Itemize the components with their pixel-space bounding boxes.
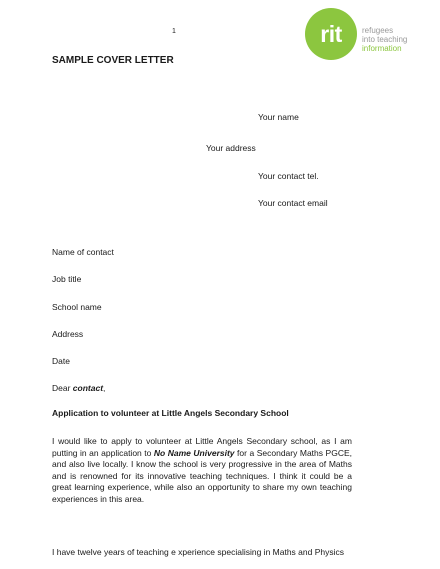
sender-email: Your contact email <box>258 198 328 208</box>
letter-date: Date <box>52 356 70 366</box>
paragraph-1-part2: for a Secondary Maths PGCE, and also live locally. I know the school is very progressive in the area of Maths and is renowned for its innovative teaching techniques. I think it could be a great learning experience, while also an opportunity to share my own teaching experiences in this area. <box>52 447 352 504</box>
logo-line-into-teaching: into teaching <box>362 35 408 44</box>
page-number: 1 <box>172 28 176 35</box>
salutation-prefix: Dear <box>52 383 73 393</box>
rit-logo <box>305 8 357 60</box>
salutation <box>52 383 105 393</box>
sender-name: Your name <box>258 112 299 122</box>
letter-subject: Application to volunteer at Little Angels Secondary School <box>52 408 289 418</box>
recipient-address: Address <box>52 329 84 339</box>
salutation-suffix: , <box>103 383 106 393</box>
sender-tel: Your contact tel. <box>258 171 319 181</box>
recipient-job-title: Job title <box>52 274 82 284</box>
university-name: No Name University <box>153 447 235 458</box>
paragraph-1-part1: I would like to apply to volunteer at Little Angels Secondary school, as I am putting in an application to <box>52 436 352 458</box>
logo-line-refugees: refugees <box>362 26 394 35</box>
sender-address: Your address <box>206 143 256 153</box>
recipient-school: School name <box>52 302 102 312</box>
document-title: SAMPLE COVER LETTER <box>52 55 174 66</box>
recipient-contact: Name of contact <box>52 247 114 257</box>
body-paragraph-2: I have twelve years of teaching e xperience specialising in Maths and Physics <box>52 547 344 557</box>
logo-text <box>362 26 407 53</box>
body-paragraph-1 <box>52 436 352 505</box>
logo-line-information: information <box>362 44 402 53</box>
logo-mark: rit <box>320 20 342 47</box>
salutation-name: contact <box>72 383 104 393</box>
